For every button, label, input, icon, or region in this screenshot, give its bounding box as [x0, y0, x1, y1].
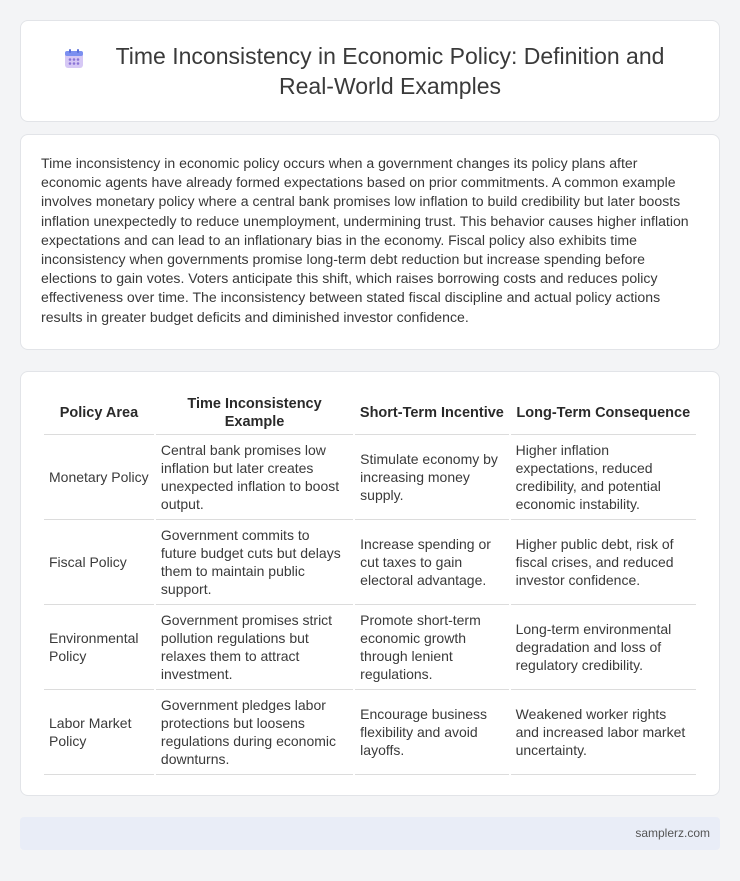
cell-policy-area: Environmental Policy — [44, 605, 154, 690]
header-example: Time Inconsistency Example — [156, 391, 353, 435]
cell-policy-area: Monetary Policy — [44, 435, 154, 520]
table-row — [44, 435, 696, 520]
title-card — [20, 20, 720, 122]
table-row — [44, 520, 696, 605]
cell-long-term: Higher public debt, risk of fiscal crises, and reduced investor confidence. — [511, 520, 696, 605]
cell-policy-area: Labor Market Policy — [44, 690, 154, 775]
cell-policy-area: Fiscal Policy — [44, 520, 154, 605]
cell-long-term: Higher inflation expectations, reduced credibility, and potential economic instability. — [511, 435, 696, 520]
intro-card — [20, 134, 720, 350]
footer-site-link[interactable]: samplerz.com — [635, 826, 710, 840]
cell-example: Central bank promises low inflation but later creates unexpected inflation to boost output. — [156, 435, 353, 520]
header-policy-area: Policy Area — [44, 391, 154, 435]
table-header-row — [44, 391, 696, 435]
cell-short-term: Encourage business flexibility and avoid layoffs. — [355, 690, 508, 775]
cell-long-term: Weakened worker rights and increased labor market uncertainty. — [511, 690, 696, 775]
cell-example: Government promises strict pollution regulations but relaxes them to attract investment. — [156, 605, 353, 690]
header-long-term: Long-Term Consequence — [511, 391, 696, 435]
page-title: Time Inconsistency in Economic Policy: Definition and Real-World Examples — [115, 43, 665, 99]
footer-bar — [20, 817, 720, 850]
cell-example: Government pledges labor protections but loosens regulations during economic downturns. — [156, 690, 353, 775]
header-short-term: Short-Term Incentive — [355, 391, 508, 435]
intro-paragraph: Time inconsistency in economic policy occurs when a government changes its policy plans after economic agents have already formed expectations based on prior commitments. A common example involves monetary policy where a central bank promises low inflation to build credibility but later boosts inflation unexpectedly to reduce unemployment, undermining trust. This behavior causes higher inflation expectations and can lead to an inflationary bias in the economy. Fiscal policy also exhibits time inconsistency when governments promise long-term debt reduction but increase spending before elections to gain votes. Voters anticipate this shift, which raises borrowing costs and reduces policy effectiveness over time. The inconsistency between stated fiscal discipline and actual policy actions results in greater budget deficits and diminished investor confidence. — [41, 155, 689, 325]
policy-table — [42, 391, 698, 775]
cell-short-term: Promote short-term economic growth through lenient regulations. — [355, 605, 508, 690]
cell-long-term: Long-term environmental degradation and loss of regulatory credibility. — [511, 605, 696, 690]
cell-short-term: Stimulate economy by increasing money supply. — [355, 435, 508, 520]
cell-example: Government commits to future budget cuts but delays them to maintain public support. — [156, 520, 353, 605]
table-row — [44, 605, 696, 690]
table-row — [44, 690, 696, 775]
table-card — [20, 371, 720, 796]
cell-short-term: Increase spending or cut taxes to gain electoral advantage. — [355, 520, 508, 605]
